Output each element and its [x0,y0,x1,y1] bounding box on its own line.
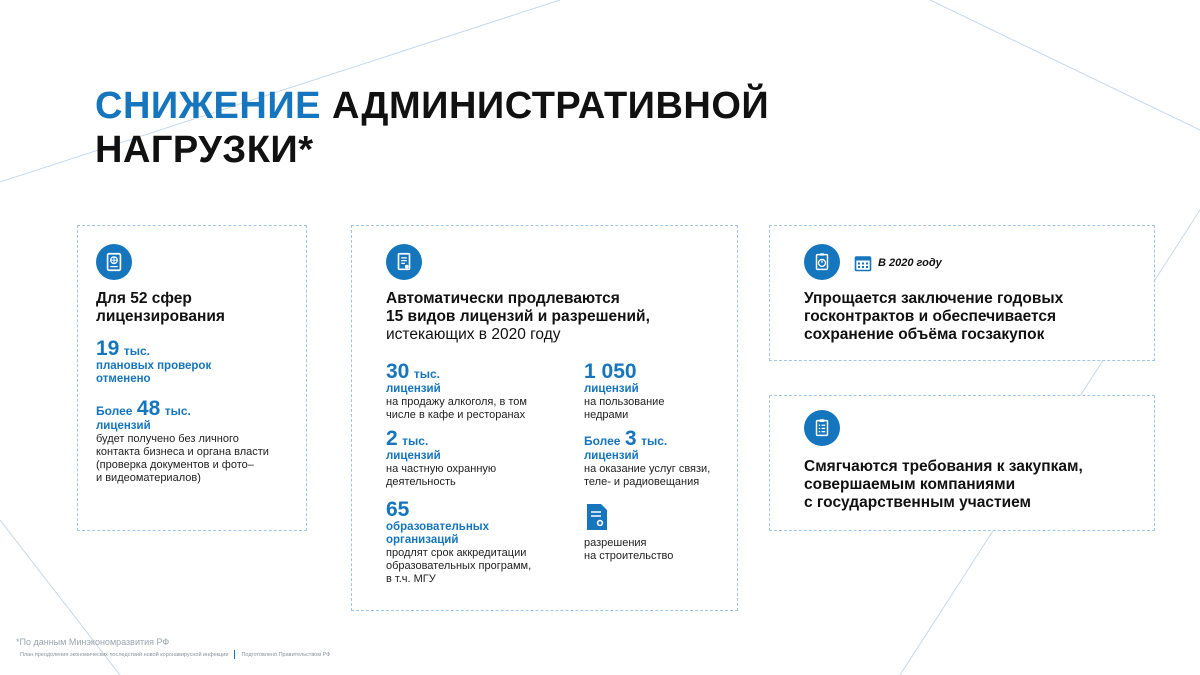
card2-s5-desc-line3: в т.ч. МГУ [386,573,436,585]
card1-stat1-label-line1: плановых проверок [96,360,212,372]
license-document-icon [386,244,422,280]
card2-s5-number: 65 [386,498,410,521]
card1-stat2-unit: тыс. [164,404,191,418]
card3-text-line2: госконтрактов и обеспечивается [804,308,1057,325]
card-licensing-spheres [77,225,307,531]
card-procurement-requirements [769,395,1155,531]
card2-s3-label: лицензий [386,450,441,462]
card2-s1-number: 30 [386,360,410,383]
card2-s5-desc-line1: продлят срок аккредитации [386,547,527,559]
card2-s5-label-line2: организаций [386,534,459,546]
card2-s5-label-line1: образовательных [386,521,490,533]
footer-left: План преодоления экономических последствий новой коронавирусной инфекции [20,651,229,658]
card2-s4-prefix: Более [584,434,621,448]
card2-s4-desc-line2: теле- и радиовещания [584,476,700,488]
title-line2: НАГРУЗКИ* [95,129,314,171]
title-rest: АДМИНИСТРАТИВНОЙ [321,85,770,127]
checklist-icon [804,410,840,446]
card2-s3-desc-line2: деятельность [386,476,456,488]
card1-stat2-desc-line2: контакта бизнеса и органа власти [96,446,269,458]
card2-s4-unit: тыс. [641,434,668,448]
footer-right: Подготовлено Правительством РФ [241,651,331,658]
stopwatch-icon [804,244,840,280]
card2-s5-desc-line2: образовательных программ, [386,560,532,572]
card4-text-line2: совершаемым компаниями [804,476,1016,493]
card3-text-line3: сохранение объёма госзакупок [804,326,1045,343]
card2-s6-desc-line1: разрешения [584,537,647,549]
card1-stat2-label: лицензий [96,420,151,432]
card2-s2-label: лицензий [584,383,639,395]
card2-heading-line1: Автоматически продлеваются [386,290,620,307]
card1-stat2-desc-line1: будет получено без личного [96,433,239,445]
title-accent: СНИЖЕНИЕ [95,85,321,127]
card4-text-line3: с государственным участием [804,494,1031,511]
card1-stat2-desc-line4: и видеоматериалов) [96,472,201,484]
card2-s1-label: лицензий [386,383,441,395]
card1-heading-line1: Для 52 сфер [96,290,192,307]
card-auto-renewal [351,225,738,611]
card1-stat1-label-line2: отменено [96,373,151,385]
card2-s4-desc-line1: на оказание услуг связи, [584,463,711,475]
footer [20,650,330,659]
card2-s1-desc-line2: числе в кафе и ресторанах [386,409,526,421]
card1-stat2-desc-line3: (проверка документов и фото– [96,459,254,471]
card2-s6-desc-line2: на строительство [584,550,674,562]
card2-s1-desc-line1: на продажу алкоголя, в том [386,396,527,408]
card2-s3-number: 2 [386,427,398,450]
passport-icon [96,244,132,280]
card2-s1-unit: тыс. [413,367,440,381]
card1-stat2-prefix: Более [96,404,133,418]
card1-stat2-number: 48 [136,397,161,420]
certificate-icon [584,502,610,532]
card2-s2-desc-line1: на пользование [584,396,665,408]
year-label: В 2020 году [878,257,942,269]
card2-heading-line2: 15 видов лицензий и разрешений, [386,308,650,325]
card2-s3-desc-line1: на частную охранную [386,463,497,475]
footnote: *По данным Минэкономразвития РФ [16,637,170,647]
card3-text-line1: Упрощается заключение годовых [804,290,1064,307]
card2-heading-line3: истекающих в 2020 году [386,326,561,343]
card1-stat1-number: 19 [96,337,120,360]
card1-heading-line2: лицензирования [96,308,225,325]
card2-s4-label: лицензий [584,450,639,462]
card2-s2-desc-line2: недрами [584,409,629,421]
footer-separator [234,650,235,659]
card-gov-contracts [769,225,1155,361]
card2-s4-number: 3 [624,427,637,450]
calendar-icon [854,254,872,272]
page-title [95,84,769,172]
card1-stat1-unit: тыс. [123,344,150,358]
card2-s2-number: 1 050 [584,360,637,383]
card2-s3-unit: тыс. [402,434,429,448]
card4-text-line1: Смягчаются требования к закупкам, [804,458,1083,475]
